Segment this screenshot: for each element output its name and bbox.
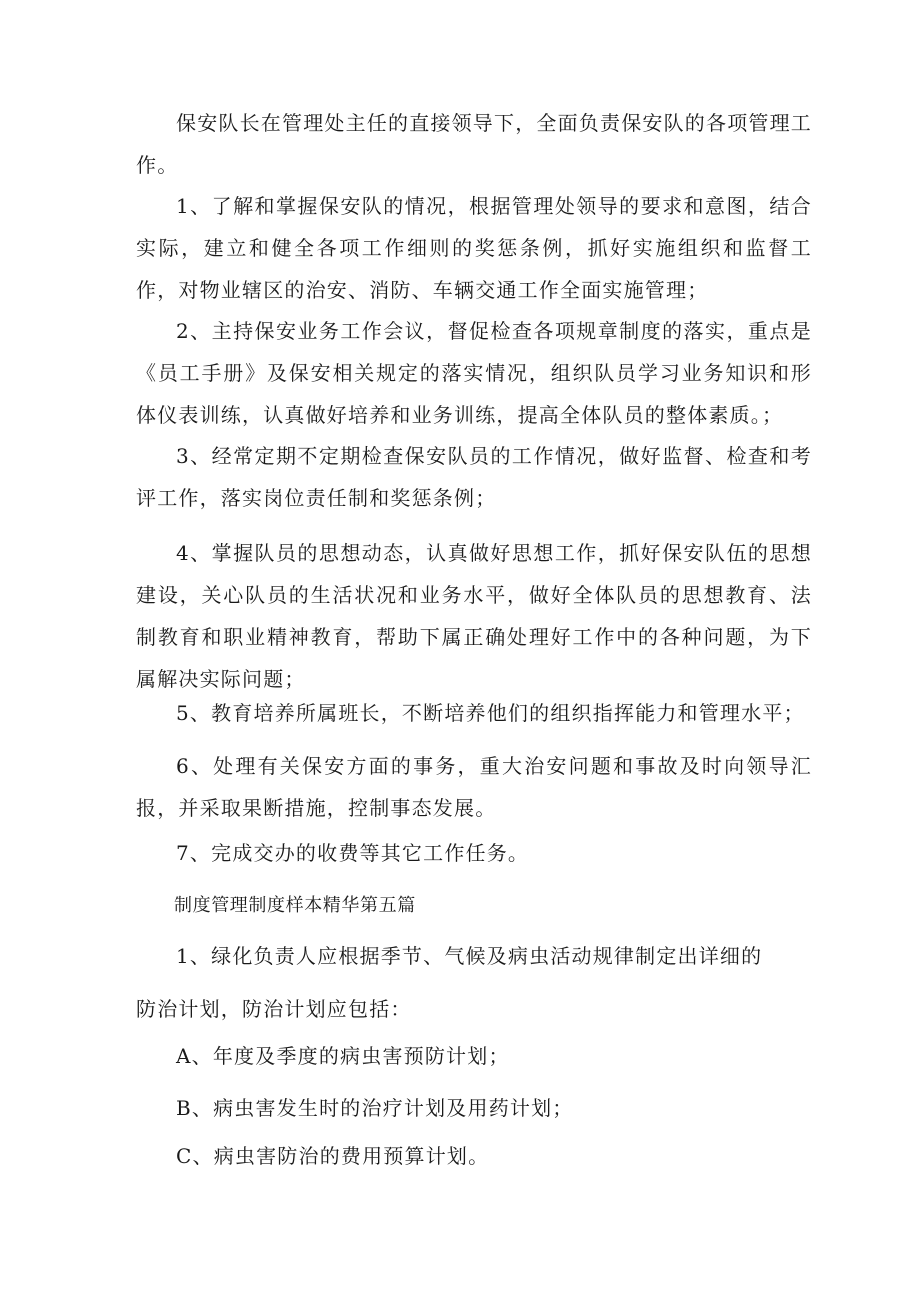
duty-item-3: 3、经常定期不定期检查保安队员的工作情况，做好监督、检查和考评工作，落实岗位责任制和奖惩条例； (136, 444, 812, 510)
duty-item-5: 5、教育培养所属班长，不断培养他们的组织指挥能力和管理水平； (176, 701, 805, 725)
plan-item-c: C、病虫害防治的费用预算计划。 (176, 1144, 490, 1168)
duty-item-2: 2、主持保安业务工作会议，督促检查各项规章制度的落实，重点是《员工手册》及保安相关规定的落实情况，组织队员学习业务知识和形体仪表训练，认真做好培养和业务训练，提高全体队员的整体素质。； (136, 319, 812, 427)
duty-item-4: 4、掌握队员的思想动态，认真做好思想工作，抓好保安队伍的思想建设，关心队员的生活状况和业务水平，做好全体队员的思想教育、法制教育和职业精神教育，帮助下属正确处理好工作中的各种问题，为下属解决实际问题； (136, 541, 812, 691)
duty-item-7: 7、完成交办的收费等其它工作任务。 (176, 841, 530, 865)
section-heading: 制度管理制度样本精华第五篇 (174, 895, 416, 916)
plan-item-a: A、年度及季度的病虫害预防计划； (176, 1044, 510, 1068)
greening-item-1-continued: 防治计划，防治计划应包括： (136, 997, 412, 1021)
duty-item-6: 6、处理有关保安方面的事务，重大治安问题和事故及时向领导汇报，并采取果断措施，控制事态发展。 (136, 754, 812, 820)
duty-item-1: 1、了解和掌握保安队的情况，根据管理处领导的要求和意图，结合实际，建立和健全各项工作细则的奖惩条例，抓好实施组织和监督工作，对物业辖区的治安、消防、车辆交通工作全面实施管理； (136, 194, 812, 302)
intro-paragraph: 保安队长在管理处主任的直接领导下，全面负责保安队的各项管理工作。 (136, 111, 812, 177)
greening-item-1: 1、绿化负责人应根据季节、气候及病虫活动规律制定出详细的 (176, 944, 763, 968)
plan-item-b: B、病虫害发生时的治疗计划及用药计划； (176, 1096, 574, 1120)
